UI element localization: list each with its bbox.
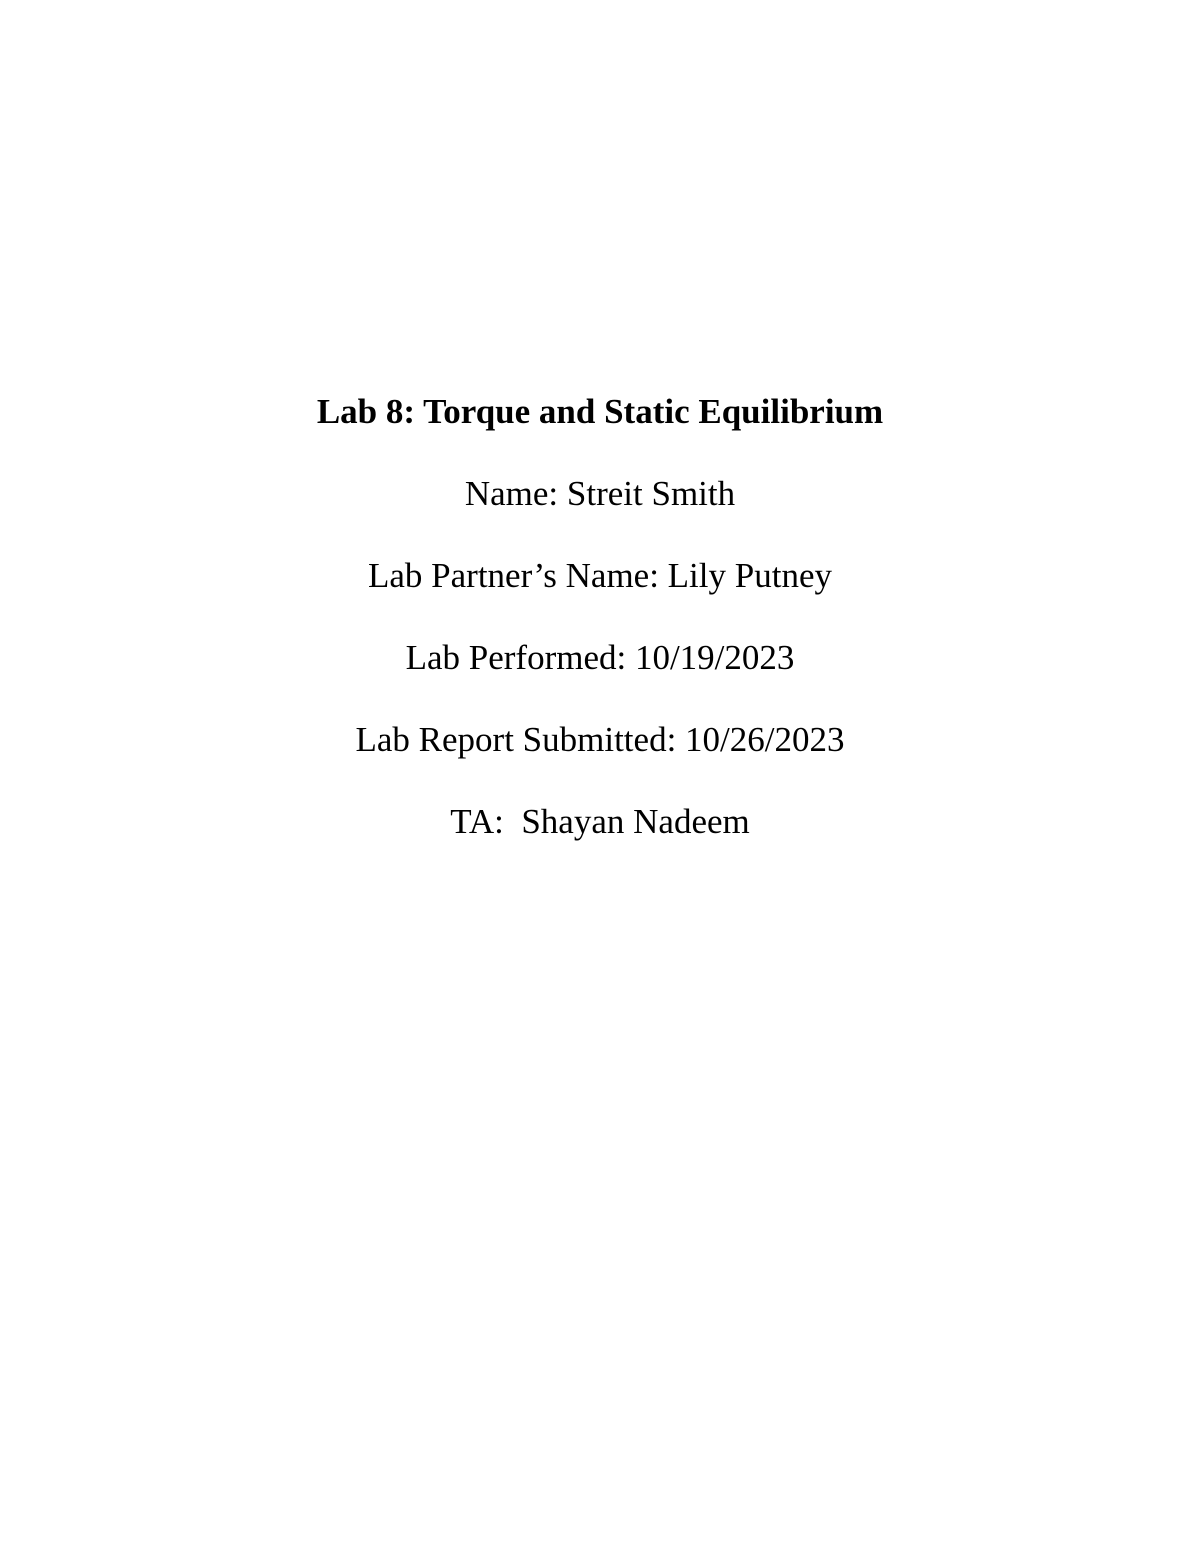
- student-name: Name: Streit Smith: [464, 474, 736, 513]
- lab-partner-name: Lab Partner’s Name: Lily Putney: [368, 556, 832, 595]
- cover-block: [0, 388, 1200, 880]
- report-submitted-date: Lab Report Submitted: 10/26/2023: [355, 720, 845, 759]
- report-title: Lab 8: Torque and Static Equilibrium: [316, 392, 884, 431]
- teaching-assistant: TA: Shayan Nadeem: [450, 802, 750, 841]
- lab-performed-date: Lab Performed: 10/19/2023: [405, 638, 795, 677]
